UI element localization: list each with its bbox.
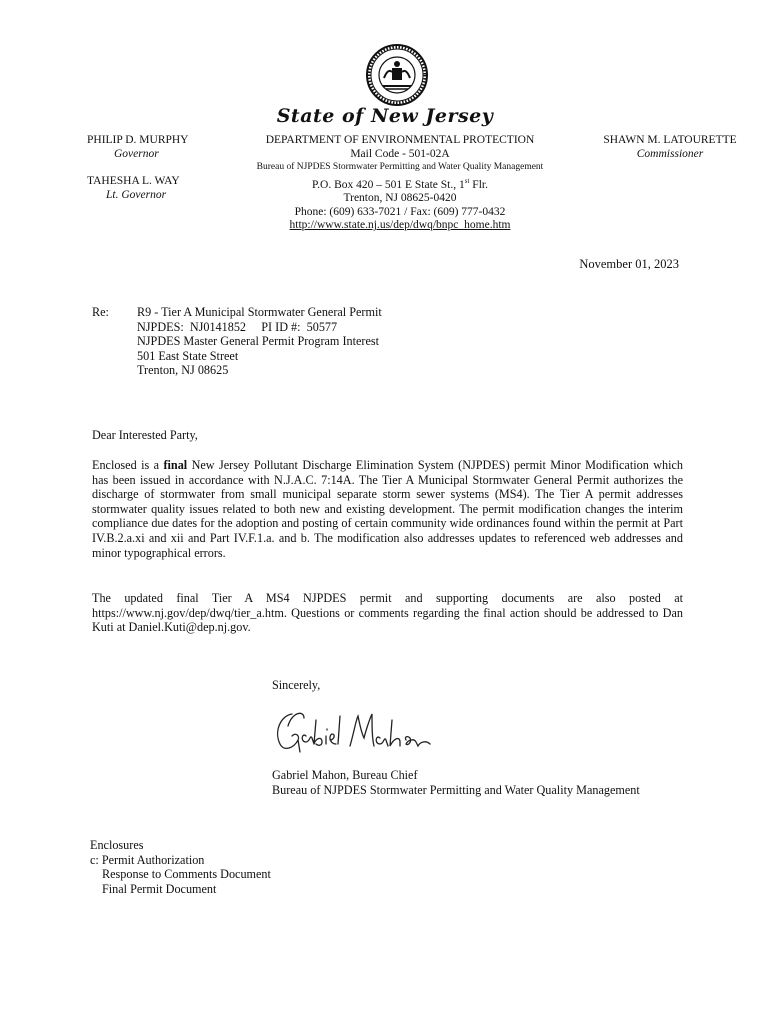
- body-paragraph-1: Enclosed is a final New Jersey Pollutant Discharge Elimination System (NJPDES) permit Minor Modification which has been issued in accordance with N.J.A.C. 7:14A. The Tier A Municipal Stormwater General Permit authorizes the discharge of stormwater from small municipal separate storm sewer systems (MS4). The Tier A permit addresses stormwater quality issues related to both new and existing development. The permit modification changes the interim compliance due dates for the adoption and posting of certain community wide ordinances found within the permit at Part IV.B.2.a.xi and xii and Part IV.F.1.a. and b. The modification also addresses updates to referenced web addresses and minor typographical errors.: [92, 458, 684, 560]
- state-title: State of New Jersey: [276, 105, 494, 127]
- phone-fax: Phone: (609) 633-7021 / Fax: (609) 777-0432: [294, 205, 506, 218]
- re-line: 501 East State Street: [137, 348, 239, 363]
- city-zip: Trenton, NJ 08625-0420: [343, 192, 457, 205]
- state-seal-icon: [366, 44, 428, 106]
- governor-name: PHILIP D. MURPHY: [87, 134, 189, 146]
- signer-block: [272, 768, 640, 797]
- commissioner-block: [590, 134, 750, 161]
- final-emphasis: final: [163, 458, 188, 472]
- signer-bureau: Bureau of NJPDES Stormwater Permitting and Water Quality Management: [272, 782, 640, 797]
- re-label: Re:: [92, 305, 109, 319]
- commissioner-title: Commissioner: [636, 147, 704, 160]
- lt-governor-title: Lt. Governor: [106, 188, 167, 201]
- enclosures-block: [90, 838, 271, 896]
- department-block: [230, 134, 570, 233]
- body-paragraph-2: The updated final Tier A MS4 NJPDES permit and supporting documents are also posted at https://www.nj.gov/dep/dwq/tier_a.htm. Questions or comments regarding the final action should be addressed to Dan Kuti at Daniel.Kuti@dep.nj.gov.: [92, 591, 683, 635]
- department-url-link[interactable]: http://www.state.nj.us/dep/dwq/bnpc_home.htm: [289, 219, 511, 232]
- letter-date: November 01, 2023: [579, 257, 679, 271]
- signature-image: [270, 702, 440, 760]
- bureau-name: Bureau of NJPDES Stormwater Permitting and Water Quality Management: [256, 162, 544, 173]
- re-line: NJPDES: NJ0141852 PI ID #: 50577: [137, 319, 338, 334]
- closing: Sincerely,: [272, 678, 321, 692]
- governor-title: Governor: [114, 147, 159, 160]
- salutation: Dear Interested Party,: [92, 428, 198, 442]
- governor-block: [87, 134, 189, 202]
- commissioner-name: SHAWN M. LATOURETTE: [603, 134, 737, 146]
- re-line: NJPDES Master General Permit Program Interest: [137, 334, 380, 349]
- po-box: P.O. Box 420 – 501 E State St., 1st Flr.: [312, 176, 488, 191]
- re-line: R9 - Tier A Municipal Stormwater General Permit: [137, 305, 382, 319]
- lt-governor-name: TAHESHA L. WAY: [87, 175, 180, 188]
- cc-line: c: Permit Authorization: [90, 852, 205, 867]
- enclosures-heading: Enclosures: [90, 838, 144, 852]
- enclosure-item: Response to Comments Document: [102, 867, 271, 882]
- department-name: DEPARTMENT OF ENVIRONMENTAL PROTECTION: [265, 134, 535, 146]
- mail-code: Mail Code - 501-02A: [350, 147, 450, 160]
- signer-name: Gabriel Mahon, Bureau Chief: [272, 768, 418, 782]
- re-line: Trenton, NJ 08625: [137, 363, 229, 378]
- enclosure-item: Final Permit Document: [102, 881, 217, 896]
- re-block: [137, 305, 382, 378]
